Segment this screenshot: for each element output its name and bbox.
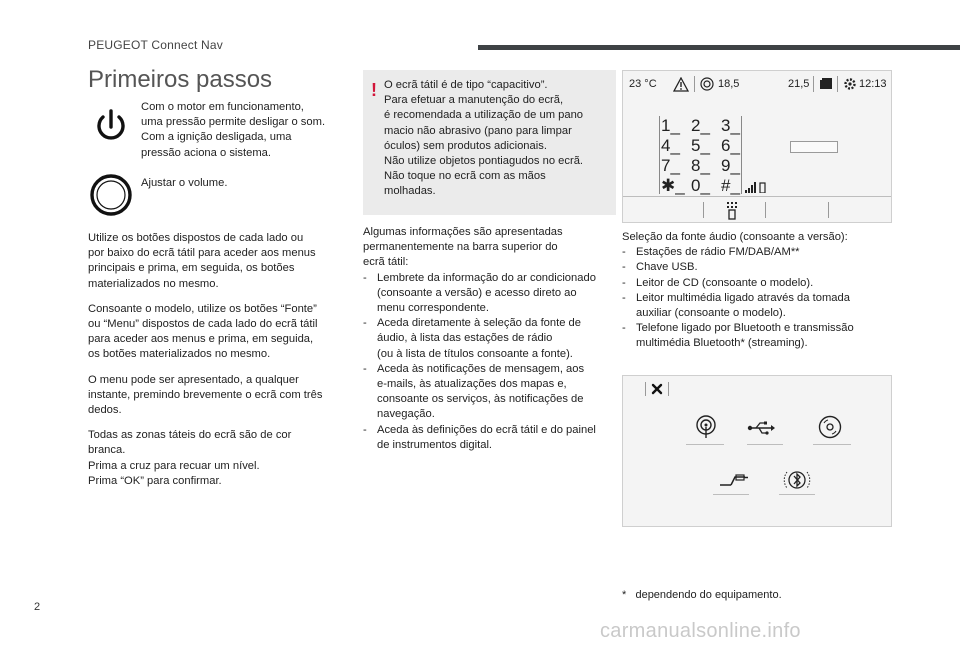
usb-icon[interactable] <box>747 421 775 435</box>
key[interactable]: 6_ <box>721 136 740 155</box>
list-item: - Leitor de CD (consoante o modelo). <box>622 276 902 291</box>
key[interactable]: 1_ <box>661 116 680 135</box>
warning-text: O ecrã tátil é de tipo “capacitivo”. Para efetuar a manutenção do ecrã, é recomendada a utilização de um pano macio não abrasivo (pano para limpar óculos) sem produtos adicionais. Não utilize objetos pontiagudos no ecrã. Não toque no ecrã com as mãos molhadas. <box>384 79 584 198</box>
key[interactable]: 8_ <box>691 156 710 175</box>
button-underline <box>813 444 851 445</box>
dialpad-icon[interactable] <box>727 202 739 220</box>
divider <box>828 202 829 218</box>
watermark: carmanualsonline.info <box>600 620 801 642</box>
button-underline <box>686 444 724 445</box>
section-title: Primeiros passos <box>88 66 273 93</box>
bluetooth-icon[interactable] <box>783 466 811 494</box>
divider <box>765 202 766 218</box>
list-item: - Estações de rádio FM/DAB/AM** <box>622 245 902 260</box>
divider <box>645 382 646 396</box>
divider <box>694 76 695 92</box>
divider <box>668 382 669 396</box>
key[interactable]: 5_ <box>691 136 710 155</box>
list-item: - Aceda às definições do ecrã tátil e do painel de instrumentos digital. <box>363 423 623 453</box>
cd-icon[interactable] <box>818 415 842 439</box>
statusbar-radio[interactable]: 18,5 <box>718 78 740 90</box>
touchscreen-illustration <box>622 70 892 223</box>
divider <box>837 76 838 92</box>
bottom-bar-line <box>623 196 891 197</box>
key[interactable]: ✱_ <box>661 176 685 195</box>
key[interactable]: 3_ <box>721 116 740 135</box>
phone-keypad <box>661 116 747 196</box>
aux-jack-icon[interactable] <box>719 473 749 487</box>
paragraph: Utilize os botões dispostos de cada lado ou por baixo do ecrã tátil para aceder aos menus principais e prima, em seguida, os botões materializados no mesmo. <box>88 232 316 290</box>
divider <box>703 202 704 218</box>
list-item: - Aceda às notificações de mensagem, aos e-mails, às atualizações dos mapas e, consoante os serviços, às notificações de navegação. <box>363 362 623 423</box>
button-underline <box>713 494 749 495</box>
page-number: 2 <box>34 601 41 613</box>
button-underline <box>747 444 783 445</box>
statusbar-info: Algumas informações são apresentadas permanentemente na barra superior do ecrã tátil: - Lembrete da informação do ar condicionado (consoante a versão) e acesso direto ao menu correspondente. - Aceda diretamente à seleção da fonte de áudio, à lista das estações de rádio (ou à lista de títulos consoante a fonte). - Aceda às notificações de mensagem, aos e-mails, às atualizações dos mapas e, consoante os serviços, às notificações de navegação. - Aceda às definições do ecrã tátil e do painel de instrumentos digital. <box>363 225 623 453</box>
statusbar-time: 12:13 <box>859 78 887 90</box>
paragraph: Consoante o modelo, utilize os botões “Fonte” ou “Menu” dispostos de cada lado do ecrã tátil para aceder aos menus e prima, em seguida, os botões materializados no mesmo. <box>88 302 318 361</box>
header-bar <box>478 45 960 50</box>
key[interactable]: 0_ <box>691 176 710 195</box>
audio-source-info: Seleção da fonte áudio (consoante a versão): - Estações de rádio FM/DAB/AM** - Chave USB. - Leitor de CD (consoante o modelo). - Leitor multimédia ligado através da tomada auxiliar (consoante o modelo). - Telefone ligado por Bluetooth e transmissão multimédia Bluetooth* (streaming). <box>622 230 902 352</box>
list-item: - Chave USB. <box>622 260 902 275</box>
paragraph: O menu pode ser apresentado, a qualquer instante, premindo brevemente o ecrã com três dedos. <box>88 373 323 417</box>
header-title: PEUGEOT Connect Nav <box>88 38 223 52</box>
keypad-divider <box>741 116 742 194</box>
source-selection-screen <box>622 375 892 527</box>
signal-battery-icon <box>745 181 767 193</box>
divider <box>813 76 814 92</box>
volume-knob-icon <box>88 172 134 218</box>
warning-mark: ! <box>371 80 377 100</box>
left-paragraphs <box>88 231 350 499</box>
list-item: - Lembrete da informação do ar condicionado (consoante a versão) e acesso direto ao menu correspondente. <box>363 271 623 317</box>
key[interactable]: 7_ <box>661 156 680 175</box>
footnote: * dependendo do equipamento. <box>622 589 782 601</box>
paragraph: Todas as zonas táteis do ecrã são de cor branca. Prima a cruz para recuar um nível. Prima “OK” para confirmar. <box>88 429 292 487</box>
statusbar-temp[interactable]: 23 °C <box>629 78 657 90</box>
warning-triangle-icon[interactable] <box>673 77 689 92</box>
close-icon[interactable] <box>650 382 664 396</box>
button-underline <box>779 494 815 495</box>
power-icon <box>88 103 134 149</box>
list-item: - Telefone ligado por Bluetooth e transmissão multimédia Bluetooth* (streaming). <box>622 321 902 351</box>
keypad-divider <box>659 116 660 194</box>
key[interactable]: 4_ <box>661 136 680 155</box>
power-description: Com o motor em funcionamento, uma pressão permite desligar o som. Com a ignição desligada, uma pressão aciona o sistema. <box>141 101 326 159</box>
key[interactable]: #_ <box>721 176 740 195</box>
list-item: - Aceda diretamente à seleção da fonte de áudio, à lista das estações de rádio (ou à lista de títulos consoante a fonte). <box>363 316 623 362</box>
gear-icon[interactable] <box>843 77 857 91</box>
radio-icon[interactable] <box>695 415 717 439</box>
statusbar-temp2[interactable]: 21,5 <box>788 78 810 90</box>
display-field <box>790 141 838 153</box>
key[interactable]: 9_ <box>721 156 740 175</box>
notification-icon[interactable] <box>819 77 833 91</box>
radio-icon[interactable] <box>700 77 714 91</box>
list-item: - Leitor multimédia ligado através da tomada auxiliar (consoante o modelo). <box>622 291 902 321</box>
key[interactable]: 2_ <box>691 116 710 135</box>
volume-description: Ajustar o volume. <box>141 177 228 189</box>
